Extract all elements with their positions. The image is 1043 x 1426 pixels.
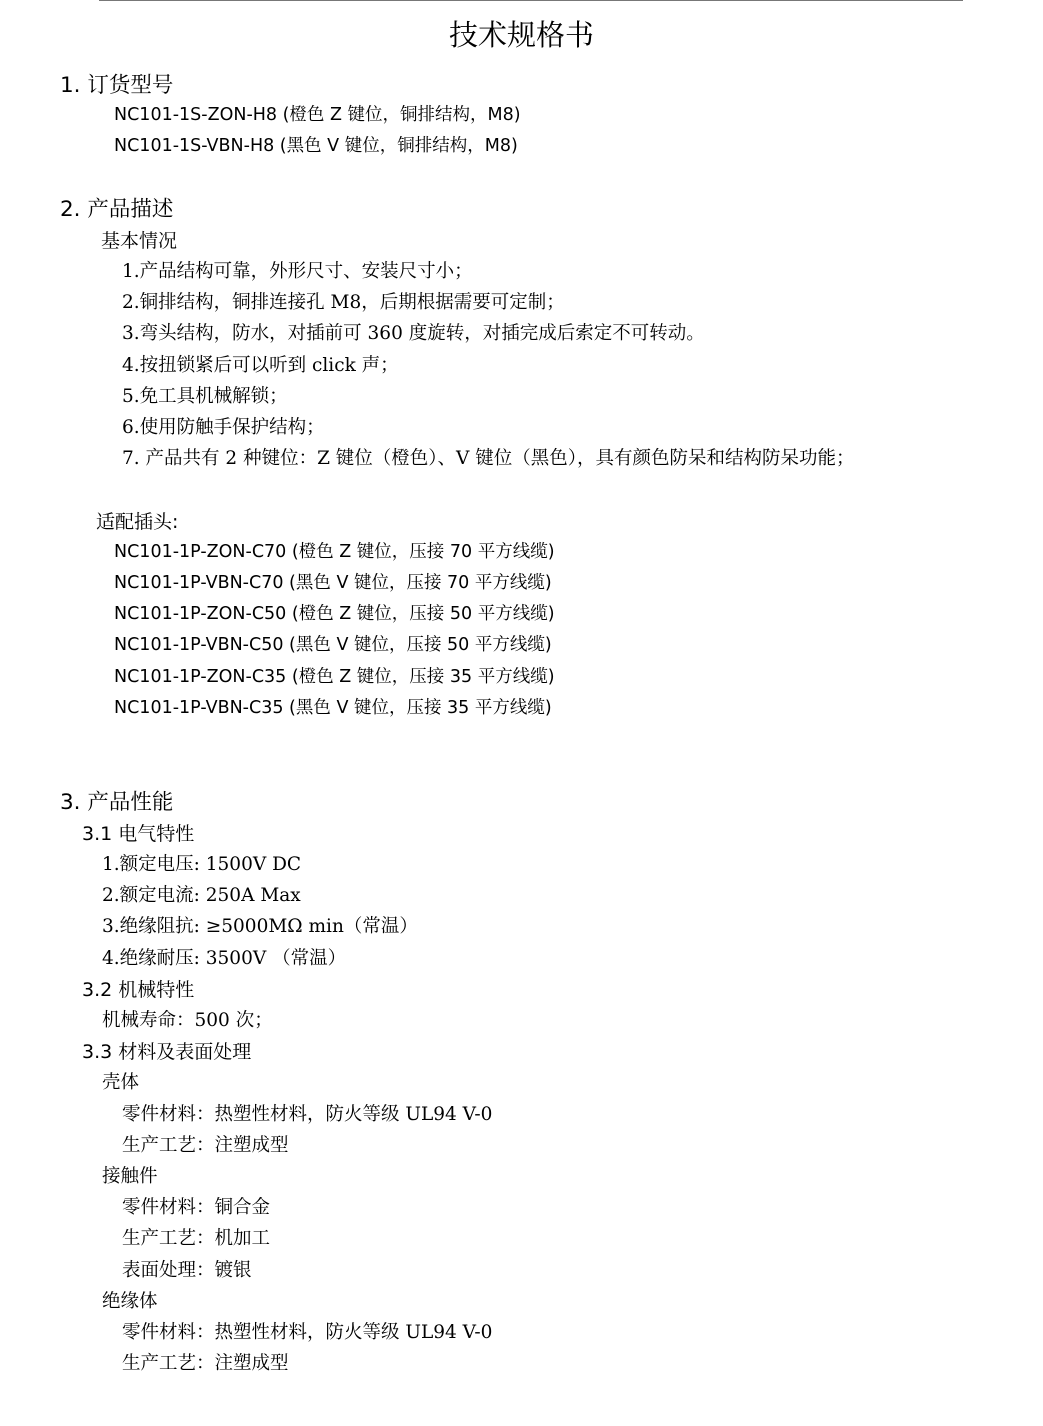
description-item: 3.弯头结构，防水，对插前可 360 度旋转，对插完成后索定不可转动。 bbox=[122, 323, 705, 344]
subheading-materials: 3.3 材料及表面处理 bbox=[82, 1041, 252, 1063]
plug-part-number: NC101-1P-ZON-C35 (橙色 Z 键位，压接 35 平方线缆) bbox=[114, 667, 555, 687]
section-heading-performance: 3. 产品性能 bbox=[60, 790, 174, 815]
section-heading-description: 2. 产品描述 bbox=[60, 197, 174, 222]
electrical-item: 4.绝缘耐压: 3500V （常温） bbox=[102, 948, 347, 969]
mechanical-life: 机械寿命：500 次； bbox=[102, 1010, 273, 1031]
description-item: 7. 产品共有 2 种键位：Z 键位（橙色）、V 键位（黑色），具有颜色防呆和结构防呆功能； bbox=[122, 448, 855, 469]
material-line: 零件材料：热塑性材料，防火等级 UL94 V-0 bbox=[122, 1104, 493, 1125]
subheading-compatible-plugs: 适配插头: bbox=[96, 511, 179, 533]
material-line: 生产工艺：机加工 bbox=[122, 1228, 271, 1249]
plug-part-number: NC101-1P-ZON-C70 (橙色 Z 键位，压接 70 平方线缆) bbox=[114, 542, 555, 562]
description-item: 4.按扭锁紧后可以听到 click 声； bbox=[122, 355, 399, 376]
electrical-item: 1.额定电压: 1500V DC bbox=[102, 854, 302, 875]
material-group-insulator: 绝缘体 bbox=[102, 1291, 158, 1312]
material-line: 生产工艺：注塑成型 bbox=[122, 1353, 289, 1374]
page-title: 技术规格书 bbox=[448, 18, 594, 52]
material-line: 表面处理：镀银 bbox=[122, 1260, 252, 1281]
electrical-item: 3.绝缘阻抗: ≥5000MΩ min（常温） bbox=[102, 916, 418, 937]
material-group-housing: 壳体 bbox=[102, 1072, 140, 1093]
plug-part-number: NC101-1P-ZON-C50 (橙色 Z 键位，压接 50 平方线缆) bbox=[114, 604, 555, 624]
description-item: 2.铜排结构，铜排连接孔 M8，后期根据需要可定制； bbox=[122, 292, 565, 313]
plug-part-number: NC101-1P-VBN-C50 (黑色 V 键位，压接 50 平方线缆) bbox=[114, 635, 552, 655]
description-item: 5.免工具机械解锁； bbox=[122, 386, 288, 407]
material-group-contact: 接触件 bbox=[102, 1166, 158, 1187]
section-heading-ordering: 1. 订货型号 bbox=[60, 73, 174, 98]
part-number: NC101-1S-VBN-H8 (黑色 V 键位，铜排结构，M8) bbox=[114, 136, 518, 156]
subheading-electrical: 3.1 电气特性 bbox=[82, 823, 195, 845]
description-item: 6.使用防触手保护结构； bbox=[122, 417, 325, 438]
subheading-mechanical: 3.2 机械特性 bbox=[82, 979, 195, 1001]
part-number: NC101-1S-ZON-H8 (橙色 Z 键位，铜排结构，M8) bbox=[114, 105, 521, 125]
electrical-item: 2.额定电流: 250A Max bbox=[102, 885, 301, 906]
description-item: 1.产品结构可靠，外形尺寸、安装尺寸小； bbox=[122, 261, 473, 282]
material-line: 零件材料：热塑性材料，防火等级 UL94 V-0 bbox=[122, 1322, 493, 1343]
material-line: 生产工艺：注塑成型 bbox=[122, 1135, 289, 1156]
plug-part-number: NC101-1P-VBN-C35 (黑色 V 键位，压接 35 平方线缆) bbox=[114, 698, 552, 718]
subheading-basic-info: 基本情况 bbox=[101, 230, 178, 252]
plug-part-number: NC101-1P-VBN-C70 (黑色 V 键位，压接 70 平方线缆) bbox=[114, 573, 552, 593]
material-line: 零件材料：铜合金 bbox=[122, 1197, 271, 1218]
top-rule bbox=[99, 0, 963, 1]
